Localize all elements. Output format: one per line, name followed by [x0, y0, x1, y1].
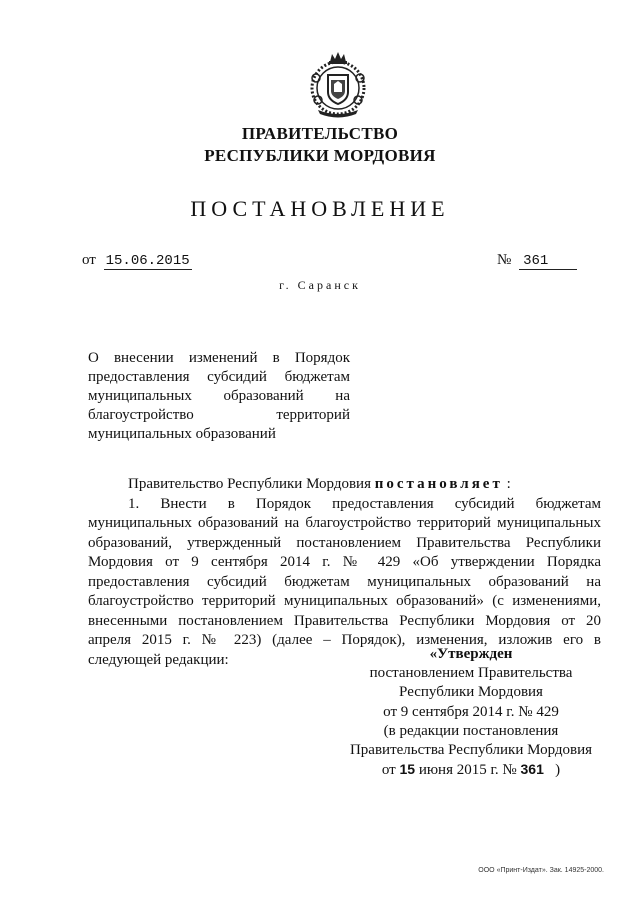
number-prefix: №: [497, 252, 512, 268]
paragraph-line: образований, утвержденный постановлением Правительства Республики: [88, 534, 601, 551]
date-value: 15.06.2015: [105, 253, 190, 269]
approval-line: (в редакции постановления: [383, 722, 559, 739]
paragraph-line: Мордовия от 9 сентября 2014 г. № 429 «Об утверждении Порядка: [88, 554, 601, 570]
intro-prefix: Правительство Республики Мордовия: [128, 476, 371, 492]
coat-of-arms-emblem: [298, 48, 378, 120]
approval-line: постановлением Правительства: [369, 665, 573, 682]
approval-month-year: июня 2015 г. №: [418, 762, 517, 779]
document-date: [82, 252, 192, 270]
paragraph-line: благоустройство территорий муниципальных образований» (с изменениями,: [88, 593, 601, 609]
approval-day: 15: [399, 761, 416, 778]
document-body: [88, 475, 601, 670]
approval-date-prefix: от: [381, 762, 396, 779]
document-subject: [88, 349, 350, 444]
approval-date-line: [340, 760, 602, 780]
organization-name-line1: ПРАВИТЕЛЬСТВО: [241, 124, 399, 143]
document-type-title: ПОСТАНОВЛЕНИЕ: [190, 196, 450, 221]
approval-number: 361: [520, 761, 544, 778]
document-number: [497, 252, 577, 270]
subject-line: благоустройство территорий: [88, 407, 350, 423]
paragraph-line: муниципальных образований на благоустройство территорий муниципальных: [88, 515, 601, 531]
paragraph-line: апреля 2015 г. № 223) (далее – Порядок), изменения, изложив его в: [88, 632, 601, 648]
paragraph-1: [88, 495, 601, 671]
paragraph-line: 1. Внести в Порядок предоставления субсидий бюджетам: [128, 495, 601, 512]
subject-line: О внесении изменений в Порядок: [88, 350, 350, 366]
approval-line: Правительства Республики Мордовия: [349, 742, 593, 759]
subject-line: муниципальных образований: [88, 426, 276, 442]
approval-heading: «Утвержден: [429, 646, 513, 662]
intro-keyword: постановляет: [374, 476, 503, 492]
approval-line: от 9 сентября 2014 г. № 429: [383, 703, 559, 720]
printer-footer: ООО «Принт-Издат». Зак. 14925-2000.: [478, 867, 604, 874]
resolution-intro: [88, 475, 601, 495]
number-value: 361: [519, 253, 577, 270]
paragraph-line: следующей редакции:: [88, 651, 229, 668]
subject-line: муниципальных образований на: [88, 388, 350, 404]
paragraph-line: предоставления субсидий бюджетам муниципальных образований на: [88, 573, 601, 590]
approval-close-paren: ): [555, 762, 561, 779]
subject-line: предоставления субсидий бюджетам: [88, 369, 350, 385]
approval-line: Республики Мордовия: [399, 684, 543, 701]
document-city: г. Саранск: [279, 278, 361, 292]
organization-name-line2: РЕСПУБЛИКИ МОРДОВИЯ: [204, 146, 436, 165]
approval-stamp-block: [340, 645, 602, 780]
intro-suffix: :: [506, 476, 511, 492]
paragraph-line: внесенными постановлением Правительства Республики Мордовия от 20: [88, 612, 601, 629]
date-prefix: от: [82, 252, 96, 268]
